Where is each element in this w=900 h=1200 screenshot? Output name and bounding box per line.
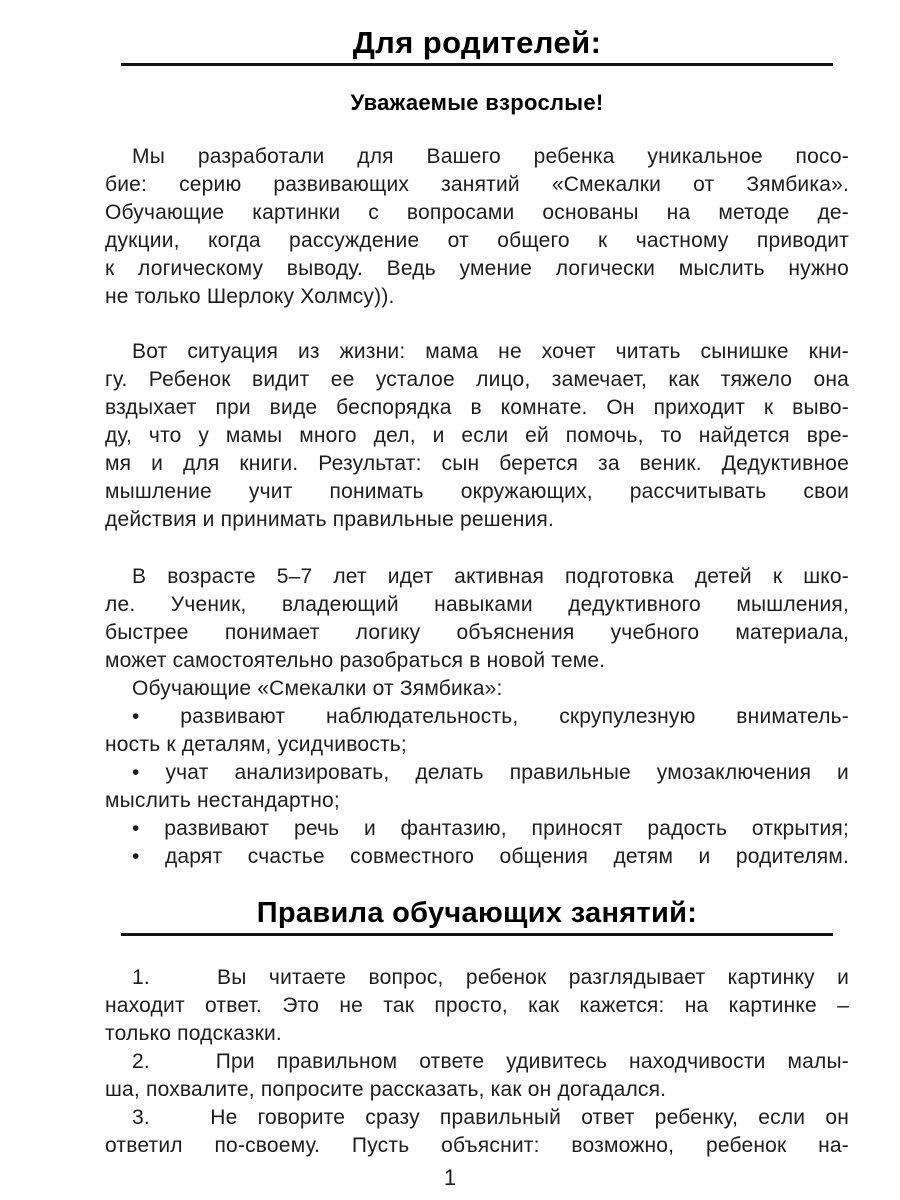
paragraph-line: не только Шерлоку Холмсу)). [105,285,395,308]
rules-heading-underline-block [121,897,833,936]
rule-line: находит ответ. Это не так просто, как кажется: на картинке – [105,994,849,1017]
rules-numbered-list [105,964,849,1160]
greeting-subtitle: Уважаемые взрослые! [350,90,604,115]
paragraph-line: быстрее понимает логику объяснения учебного материала, [105,621,849,644]
paragraph-line: Вот ситуация из жизни: мама не хочет читать сынишке кни- [132,340,849,363]
title-underline-block [121,26,833,66]
bullet-line: • дарят счастье совместного общения детям и родителям. [132,845,849,868]
bullet-line: мыслить нестандартно; [105,789,340,812]
series-intro-line: Обучающие «Смекалки от Зямбика»: [132,677,503,700]
paragraph-line: гу. Ребенок видит ее усталое лицо, замечает, как тяжело она [105,368,849,391]
paragraph-line: Мы разработали для Вашего ребенка уникальное посо- [132,145,849,168]
benefits-bullet-list [105,703,849,871]
rule-line: 2. При правильном ответе удивитесь находчивости малы- [132,1050,849,1073]
paragraph-line: мя и для книги. Результат: сын берется за веник. Дедуктивное [105,452,849,475]
paragraph-line: бие: серию развивающих занятий «Смекалки от Зямбика». [105,173,849,196]
paragraph-line: дукции, когда рассуждение от общего к частному приводит [105,229,849,252]
intro-paragraph-3 [105,563,849,871]
bullet-line: • развивают речь и фантазию, приносят радость открытия; [132,817,849,840]
rule-line: 1. Вы читаете вопрос, ребенок разглядывает картинку и [132,966,849,989]
rule-line: ответил по-своему. Пусть объяснит: возможно, ребенок на- [105,1134,849,1157]
intro-paragraph-1 [105,143,849,311]
intro-paragraph-2 [105,338,849,534]
paragraph-line: к логическому выводу. Ведь умение логически мыслить нужно [105,257,849,280]
rule-line: 3. Не говорите сразу правильный ответ ребенку, если он [132,1106,849,1129]
paragraph-line: мышление учит понимать окружающих, рассчитывать свои [105,480,849,503]
bullet-line: • развивают наблюдательность, скрупулезную вниматель- [132,705,849,728]
paragraph-line: ду, что у мамы много дел, и если ей помочь, то найдется вре- [105,424,849,447]
paragraph-line: вздыхает при виде беспорядка в комнате. Он приходит к выво- [105,396,849,419]
paragraph-line: может самостоятельно разобраться в новой теме. [105,649,606,672]
bullet-line: • учат анализировать, делать правильные умозаключения и [132,761,849,784]
paragraph-line: Обучающие картинки с вопросами основаны на методе де- [105,201,849,224]
page-number: 1 [443,1165,457,1190]
page-title: Для родителей: [352,25,602,60]
paragraph-line: В возрасте 5–7 лет идет активная подготовка детей к шко- [132,565,849,588]
paragraph-line: действия и принимать правильные решения. [105,508,555,531]
rule-line: только подсказки. [105,1022,282,1045]
paragraph-line: ле. Ученик, владеющий навыками дедуктивного мышления, [105,593,849,616]
rule-line: ша, похвалите, попросите рассказать, как он догадался. [105,1078,667,1101]
rules-section-heading: Правила обучающих занятий: [256,897,698,929]
bullet-line: ность к деталям, усидчивость; [105,733,407,756]
